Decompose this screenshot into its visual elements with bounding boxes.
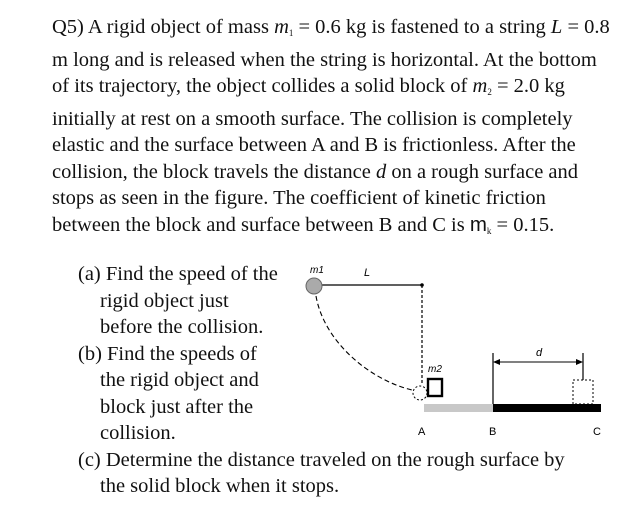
label-L: L: [364, 267, 371, 279]
part-a: [78, 261, 308, 341]
problem-text: [52, 14, 612, 244]
pendulum-collision-figure: [290, 258, 610, 440]
swing-arc: [316, 296, 412, 390]
label-m2: m2: [428, 364, 442, 375]
d-symbol: d: [375, 160, 387, 183]
mu-subscript: k: [486, 225, 492, 236]
block-final-dashed: [573, 380, 593, 404]
block-m2: [428, 379, 442, 396]
m1-subscript: 1: [288, 28, 294, 38]
part-b-line-1: (b) Find the speeds of: [78, 342, 257, 365]
bob-start: [306, 278, 322, 294]
distance-arrow-left: [493, 359, 500, 365]
bob-bottom-dashed: [413, 386, 427, 400]
intro-text-3: = 0.8 m long and is released when the string is horizontal. At the bottom of its trajectory, the object collides a solid block of: [52, 16, 610, 97]
label-C: C: [593, 426, 601, 438]
part-b-line-2: the rigid object and: [100, 369, 259, 391]
intro-text-5: on a rough surface and stops as seen in the figure. The coefficient of kinetic friction between the block and surface between B and C is: [52, 160, 579, 236]
intro-text-1: Q5) A rigid object of mass: [52, 16, 275, 38]
part-b: [78, 341, 308, 447]
part-b-line-3: block just after the: [100, 395, 254, 418]
label-B: B: [489, 426, 497, 438]
pivot-point: [420, 283, 424, 287]
label-d: d: [536, 347, 543, 359]
m2-symbol: m: [472, 75, 488, 97]
smooth-surface: [424, 404, 493, 412]
part-a-line-2: rigid object just: [100, 289, 229, 312]
distance-arrow-right: [576, 359, 583, 365]
label-m1: m1: [310, 265, 324, 276]
mu-symbol: m: [469, 212, 487, 236]
intro-text-4: = 2.0 kg initially at rest on a smooth surface. The collision is completely elastic and the surface between A and B is frictionless. After the collision, the block travels the distance: [52, 75, 576, 183]
intro-text-2: = 0.6 kg is fastened to a string: [293, 16, 551, 38]
figure-svg: [290, 258, 610, 440]
L-symbol: L: [550, 16, 563, 38]
part-c-line-2: the solid block when it stops.: [100, 475, 340, 497]
part-c: [78, 447, 638, 500]
part-a-line-3: before the collision.: [100, 316, 264, 338]
part-c-line-1: (c) Determine the distance traveled on the rough surface by: [78, 448, 565, 471]
rough-surface: [493, 404, 601, 412]
m1-symbol: m: [274, 16, 289, 38]
part-b-line-4: collision.: [100, 422, 176, 444]
intro-text-6: = 0.15.: [491, 213, 555, 236]
label-A: A: [418, 426, 426, 438]
part-a-line-1: (a) Find the speed of the: [78, 263, 278, 285]
m2-subscript: 2: [487, 87, 492, 97]
problem-statement: [52, 14, 612, 244]
